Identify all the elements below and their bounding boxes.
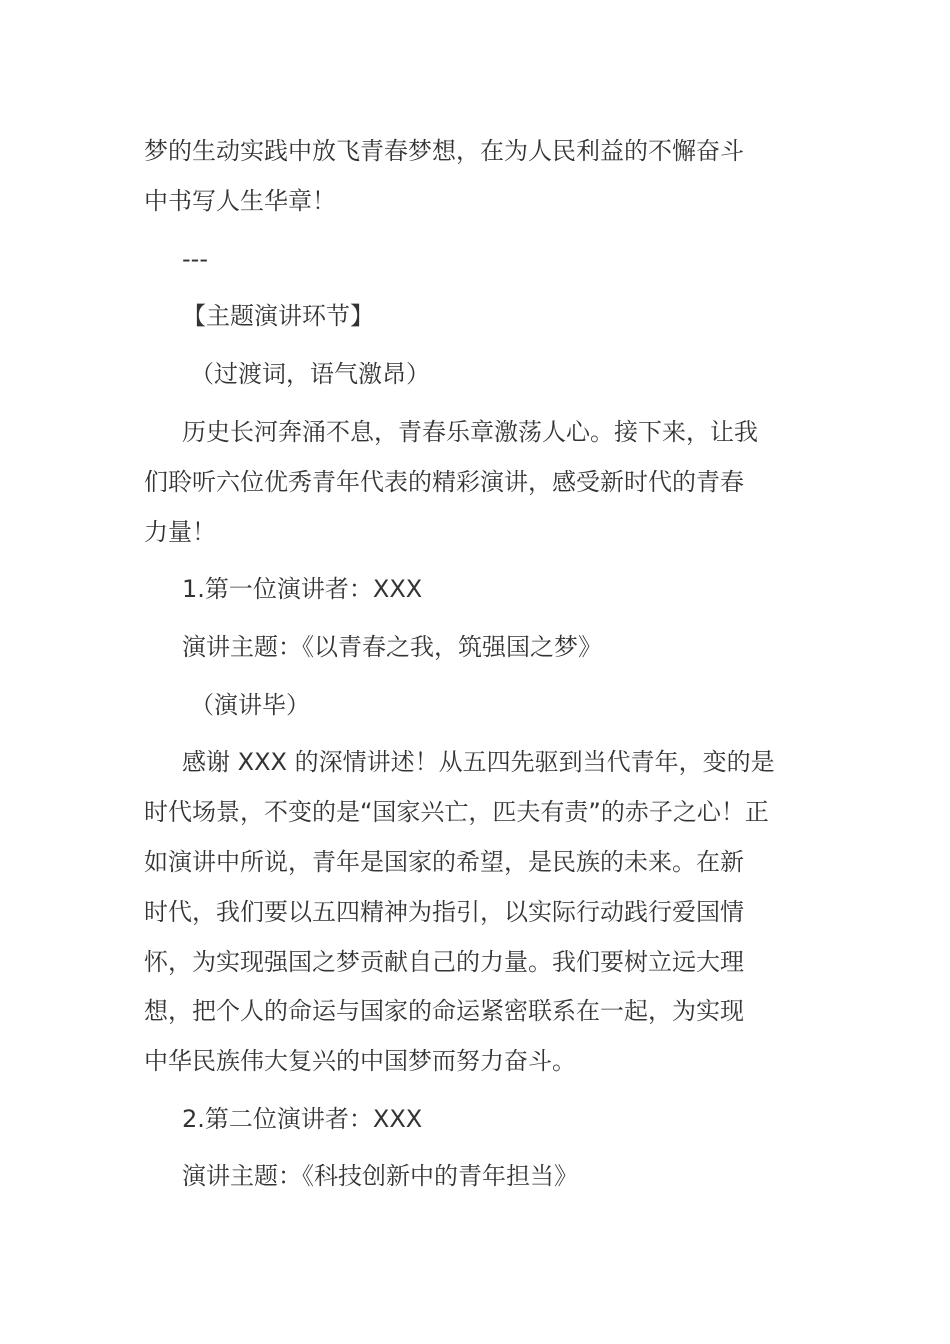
transition-note: （过渡词，语气激昂） (190, 360, 430, 388)
section-heading: 【主题演讲环节】 (182, 302, 374, 330)
thanks-line-5: 怀，为实现强国之梦贡献自己的力量。我们要树立远大理 (144, 948, 744, 976)
thanks-line-3: 如演讲中所说，青年是国家的希望，是民族的未来。在新 (144, 848, 744, 876)
speaker1-after-note: （演讲毕） (190, 691, 310, 719)
speaker1-topic: 演讲主题：《以青春之我，筑强国之梦》 (182, 633, 602, 661)
thanks-line-7: 中华民族伟大复兴的中国梦而努力奋斗。 (144, 1047, 576, 1075)
intro-line-2: 中书写人生华章！ (144, 187, 336, 215)
transition-line-2: 们聆听六位优秀青年代表的精彩演讲，感受新时代的青春 (144, 468, 744, 496)
thanks-line-4: 时代，我们要以五四精神为指引，以实际行动践行爱国情 (144, 898, 744, 926)
intro-line-1: 梦的生动实践中放飞青春梦想，在为人民利益的不懈奋斗 (144, 137, 744, 165)
transition-line-3: 力量！ (144, 518, 216, 546)
thanks-line-6: 想，把个人的命运与国家的命运紧密联系在一起，为实现 (144, 997, 744, 1025)
speaker2-label: 2.第二位演讲者：XXX (182, 1105, 423, 1133)
separator: --- (182, 245, 208, 273)
thanks-line-2: 时代场景，不变的是“国家兴亡，匹夫有责”的赤子之心！正 (144, 798, 769, 826)
thanks-line-1: 感谢 XXX 的深情讲述！从五四先驱到当代青年，变的是 (182, 748, 775, 776)
speaker1-label: 1.第一位演讲者：XXX (182, 575, 423, 603)
transition-line-1: 历史长河奔涌不息，青春乐章激荡人心。接下来，让我 (182, 418, 758, 446)
speaker2-topic: 演讲主题：《科技创新中的青年担当》 (182, 1162, 578, 1190)
